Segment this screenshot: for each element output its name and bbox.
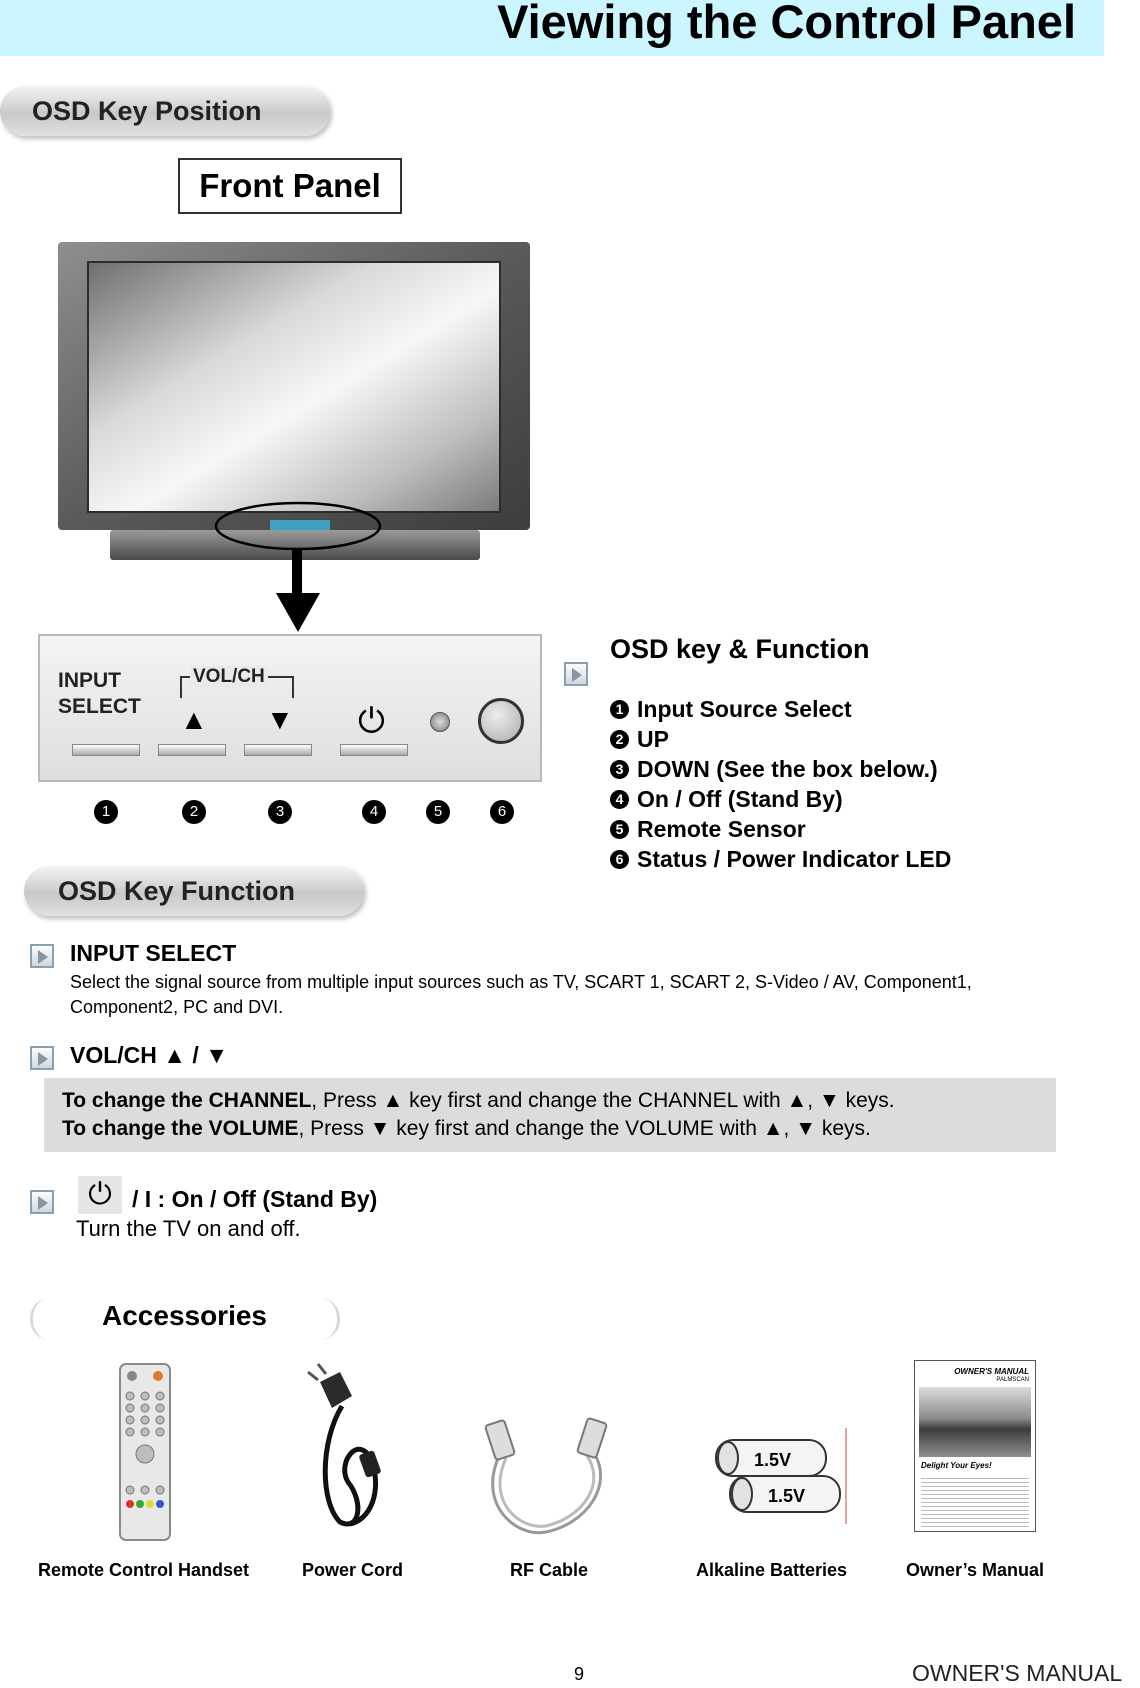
page-title: Viewing the Control Panel: [497, 0, 1076, 48]
accessory-label: Owner’s Manual: [906, 1560, 1045, 1580]
manual-cover-title: OWNER'S MANUAL: [954, 1367, 1029, 1376]
key-button-1: [72, 744, 140, 756]
power-desc: Turn the TV on and off.: [76, 1216, 301, 1241]
tv-illustration: [58, 240, 538, 660]
volch-info-box: [44, 1078, 1056, 1152]
volch-label: VOL/CH: [190, 666, 268, 688]
accessories-heading: Accessories: [102, 1300, 268, 1331]
title-bar: [0, 0, 1104, 56]
key-button-2: [158, 744, 226, 756]
input-select-title: INPUT SELECT: [70, 940, 237, 966]
callout-2: 2: [182, 800, 206, 824]
manual-cover-subtitle: PALMSCAN: [996, 1377, 1029, 1383]
key-button-3: [244, 744, 312, 756]
power-cord-image: [300, 1352, 396, 1532]
osd-function-item: 1 Input Source Select: [610, 694, 951, 724]
footer-manual-label: OWNER'S MANUAL: [912, 1660, 1123, 1686]
osd-function-title: OSD key & Function: [610, 634, 870, 664]
osd-function-item: 4 On / Off (Stand By): [610, 784, 951, 814]
tv-key-strip: [270, 520, 330, 530]
manual-cover-photo: [919, 1387, 1031, 1457]
battery-label-1: 1.5V: [754, 1450, 792, 1470]
osd-function-item: 3 DOWN (See the box below.): [610, 754, 951, 784]
osd-function-item: 2 UP: [610, 724, 951, 754]
channel-instruction: To change the CHANNEL, Press ▲ key first and change the CHANNEL with ▲, ▼ keys.: [62, 1089, 895, 1112]
callout-1: 1: [94, 800, 118, 824]
callout-3: 3: [268, 800, 292, 824]
batteries-image: [710, 1426, 850, 1526]
input-select-desc: Select the signal source from multiple input sources such as TV, SCART 1, SCART 2, S-Video / AV, Component1, Component2, PC and DVI.: [70, 972, 972, 1017]
osd-key-function-heading: [24, 866, 364, 916]
power-bullet-icon: [30, 1190, 54, 1214]
callout-6: 6: [490, 800, 514, 824]
osd-key-function-label: OSD Key Function: [58, 876, 296, 906]
input-label-line1: INPUT: [58, 669, 121, 692]
battery-label-2: 1.5V: [768, 1486, 806, 1506]
up-arrow-icon: ▲: [180, 704, 208, 735]
key-button-4: [340, 744, 408, 756]
callout-5: 5: [426, 800, 450, 824]
remote-control-image: [118, 1362, 174, 1544]
osd-function-list: [610, 694, 951, 874]
control-panel-plate: [38, 634, 542, 782]
input-select-label: [58, 668, 141, 720]
osd-function-item: 5 Remote Sensor: [610, 814, 951, 844]
callout-4: 4: [362, 800, 386, 824]
control-panel-closeup: [28, 634, 548, 826]
osd-key-position-heading: [0, 86, 330, 136]
owners-manual-image: [914, 1360, 1036, 1532]
accessory-label: Power Cord: [302, 1560, 404, 1580]
tv-screen: [88, 262, 500, 512]
osd-function-bullet-icon: [564, 662, 588, 686]
osd-function-item: 6 Status / Power Indicator LED: [610, 844, 951, 874]
power-icon-box: ⏻: [78, 1176, 122, 1214]
down-arrow-icon: ▼: [266, 704, 294, 735]
volume-instruction: To change the VOLUME, Press ▼ key first and change the VOLUME with ▲, ▼ keys.: [62, 1117, 871, 1140]
arrow-head: [276, 593, 320, 632]
rf-cable-image: [476, 1414, 616, 1538]
input-select-bullet-icon: [30, 944, 54, 968]
power-icon: ⏻: [358, 702, 385, 740]
accessory-label: Alkaline Batteries: [696, 1560, 848, 1580]
volch-bullet-icon: [30, 1046, 54, 1070]
volch-title: VOL/CH ▲ / ▼: [70, 1042, 228, 1068]
page-number: 9: [574, 1664, 585, 1684]
manual-cover-headline: Delight Your Eyes!: [921, 1461, 992, 1470]
input-label-line2: SELECT: [58, 695, 141, 718]
power-led-icon: [478, 698, 524, 744]
front-panel-label: Front Panel: [178, 158, 402, 214]
remote-sensor-icon: [430, 712, 450, 732]
power-title: / I : On / Off (Stand By): [132, 1186, 378, 1212]
manual-cover-text: [921, 1475, 1029, 1527]
accessory-label: RF Cable: [510, 1560, 589, 1580]
accessory-label: Remote Control Handset: [38, 1560, 250, 1580]
osd-key-position-label: OSD Key Position: [32, 96, 262, 126]
